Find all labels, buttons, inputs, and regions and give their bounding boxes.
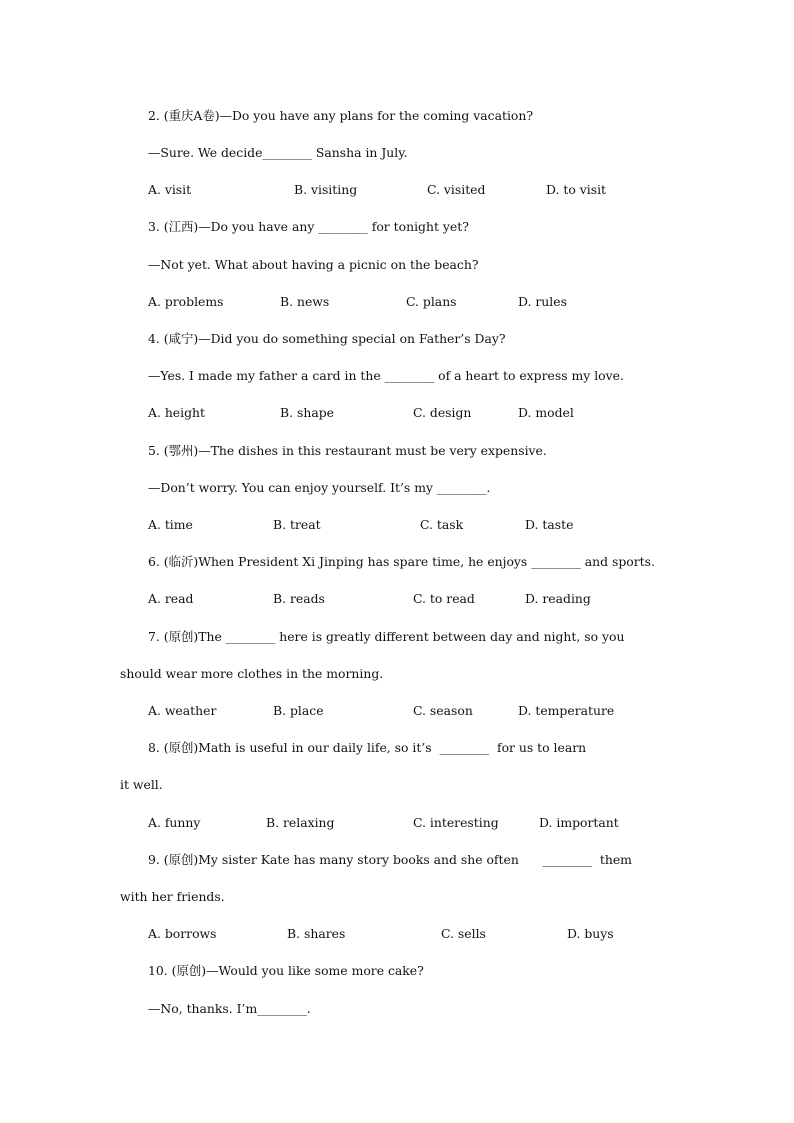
question-5-reply: —Don’t worry. You can enjoy yourself. It’s my ________. [148,480,491,495]
question-8-option-d: D. important [539,815,619,830]
question-8-option-b: B. relaxing [266,815,335,830]
question-6-option-b: B. reads [273,591,325,606]
question-5-option-b: B. treat [273,517,321,532]
question-8-option-a: A. funny [148,815,201,830]
question-2-option-d: D. to visit [546,182,607,197]
question-5-option-a: A. time [148,517,193,532]
question-2-option-b: B. visiting [294,182,358,197]
question-3-option-c: C. plans [406,294,457,309]
question-7-option-a: A. weather [148,703,217,718]
question-9-stem-continued: with her friends. [120,889,225,904]
question-4-stem: 4. (咸宁)—Did you do something special on Father’s Day? [148,331,506,346]
question-4-option-a: A. height [148,405,205,420]
question-6-option-d: D. reading [525,591,591,606]
question-6-option-a: A. read [148,591,194,606]
question-2-stem: 2. (重庆A卷)—Do you have any plans for the coming vacation? [148,108,533,123]
question-8-stem: 8. (原创)Math is useful in our daily life, so it’s ________ for us to learn [148,740,587,755]
question-10-reply: —No, thanks. I’m________. [148,1001,311,1016]
question-3-reply: —Not yet. What about having a picnic on the beach? [148,257,479,272]
question-7-option-b: B. place [273,703,324,718]
question-7-option-c: C. season [413,703,473,718]
question-6-stem: 6. (临沂)When President Xi Jinping has spare time, he enjoys ________ and sports. [148,554,655,569]
question-8-stem-continued: it well. [120,777,163,792]
question-7-stem: 7. (原创)The ________ here is greatly different between day and night, so you [148,629,625,644]
question-9-option-d: D. buys [567,926,614,941]
question-5-stem: 5. (鄂州)—The dishes in this restaurant must be very expensive. [148,443,547,458]
question-6-option-c: C. to read [413,591,475,606]
question-4-reply: —Yes. I made my father a card in the ________ of a heart to express my love. [148,368,624,383]
question-4-option-c: C. design [413,405,472,420]
question-2-option-a: A. visit [148,182,192,197]
question-3-option-a: A. problems [148,294,224,309]
question-3-option-d: D. rules [518,294,567,309]
question-4-option-b: B. shape [280,405,334,420]
question-2-reply: —Sure. We decide________ Sansha in July. [148,145,408,160]
question-7-stem-continued: should wear more clothes in the morning. [120,666,384,681]
question-5-option-c: C. task [420,517,464,532]
question-9-option-a: A. borrows [148,926,217,941]
question-3-stem: 3. (江西)—Do you have any ________ for tonight yet? [148,219,469,234]
question-9-option-b: B. shares [287,926,346,941]
question-7-option-d: D. temperature [518,703,615,718]
question-9-stem: 9. (原创)My sister Kate has many story books and she often ________ them [148,852,632,867]
question-8-option-c: C. interesting [413,815,499,830]
question-9-option-c: C. sells [441,926,486,941]
question-2-option-c: C. visited [427,182,486,197]
question-3-option-b: B. news [280,294,330,309]
question-4-option-d: D. model [518,405,574,420]
question-10-stem: 10. (原创)—Would you like some more cake? [148,963,424,978]
question-5-option-d: D. taste [525,517,574,532]
